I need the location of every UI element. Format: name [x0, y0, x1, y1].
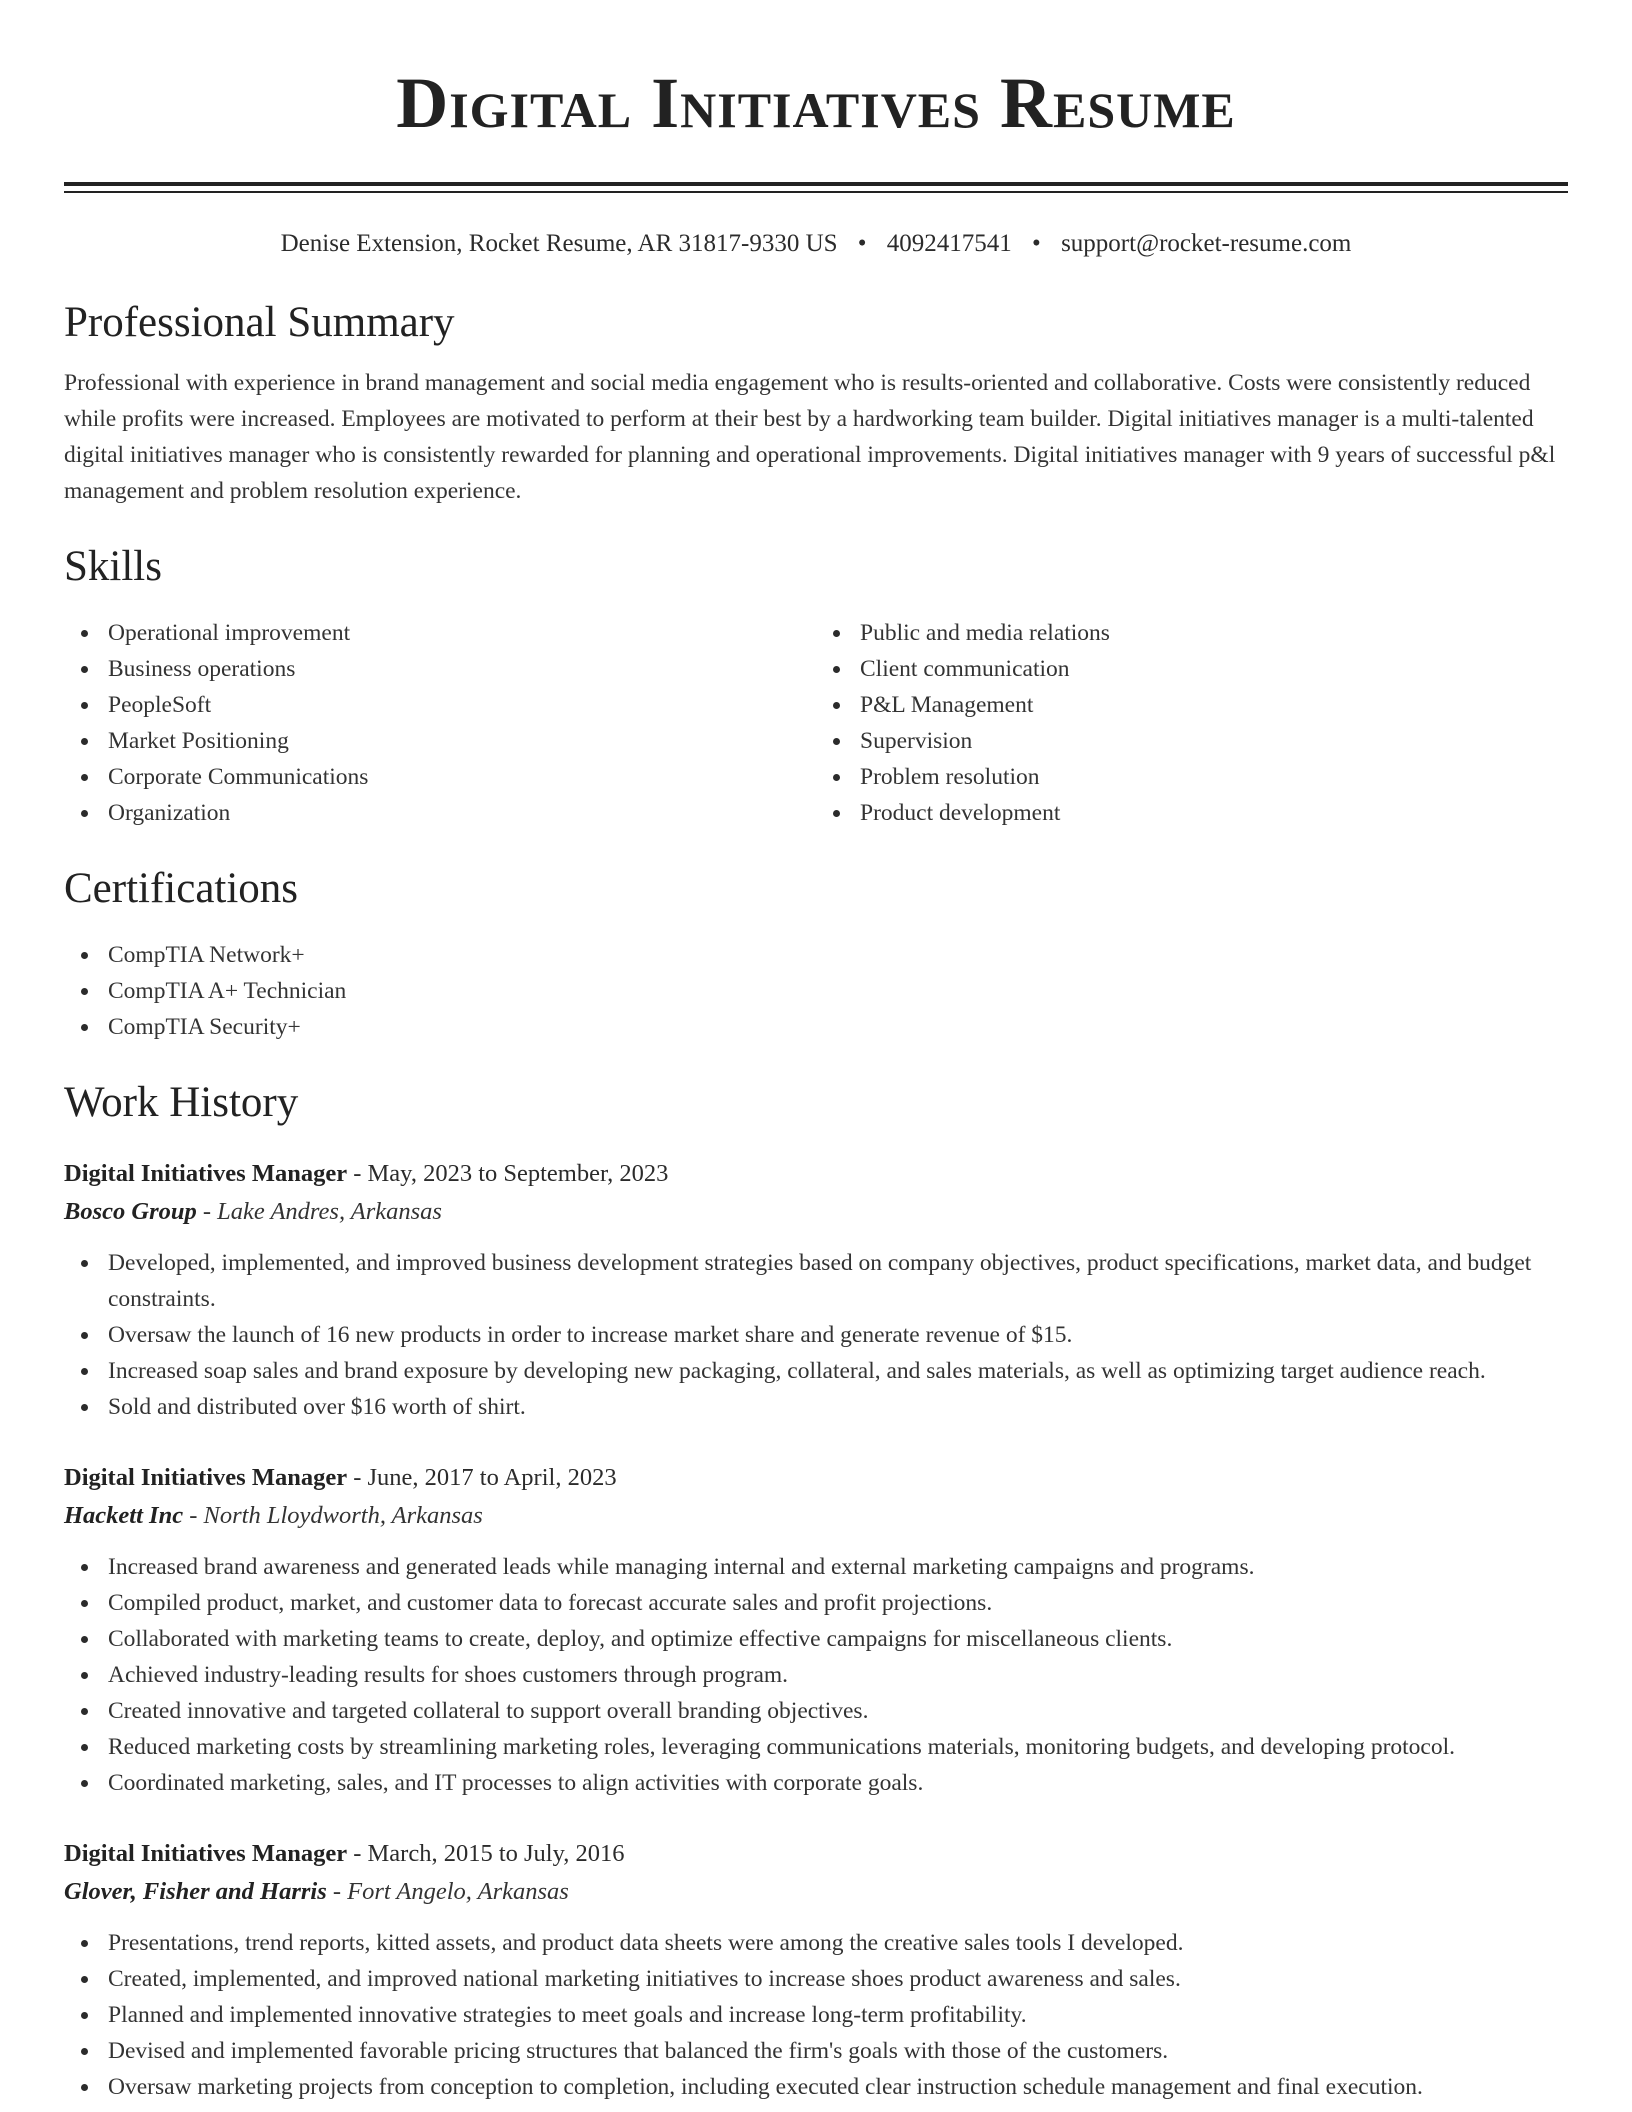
- skill-item: Corporate Communications: [108, 759, 816, 795]
- job-dash: -: [347, 1160, 368, 1187]
- skill-item: Problem resolution: [860, 759, 1568, 795]
- job-title-line: [64, 1155, 1568, 1193]
- skills-heading: Skills: [64, 543, 162, 590]
- certification-item: CompTIA Security+: [108, 1009, 1568, 1045]
- job-bullet: Collaborated with marketing teams to create, deploy, and optimize effective campaigns for miscellaneous clients.: [108, 1621, 1568, 1657]
- company-line: [64, 1873, 1568, 1911]
- job-bullet: Increased soap sales and brand exposure by developing new packaging, collateral, and sales materials, as well as optimizing target audience reach.: [108, 1353, 1568, 1389]
- job-dates: May, 2023 to September, 2023: [367, 1160, 669, 1187]
- contact-email[interactable]: support@rocket-resume.com: [1061, 230, 1352, 257]
- skill-item: PeopleSoft: [108, 687, 816, 723]
- job-bullet: Oversaw marketing projects from conception to completion, including executed clear instruction schedule management and final execution.: [108, 2069, 1568, 2105]
- skill-item: Public and media relations: [860, 615, 1568, 651]
- job-entry: [64, 1459, 1568, 1801]
- title-divider-thick: [64, 182, 1568, 186]
- job-title-line: [64, 1835, 1568, 1873]
- job-entry: [64, 1155, 1568, 1425]
- contact-separator: •: [857, 230, 867, 257]
- job-bullet: Sold and distributed over $16 worth of shirt.: [108, 1389, 1568, 1425]
- contact-line: [64, 227, 1568, 261]
- job-dates: June, 2017 to April, 2023: [367, 1464, 617, 1491]
- skill-item: Business operations: [108, 651, 816, 687]
- job-bullet: Planned and implemented innovative strategies to meet goals and increase long-term profitability.: [108, 1997, 1568, 2033]
- job-bullet: Reduced marketing costs by streamlining marketing roles, leveraging communications materials, monitoring budgets, and developing protocol.: [108, 1729, 1568, 1765]
- job-dash: -: [347, 1464, 368, 1491]
- certifications-list: [64, 937, 1568, 1045]
- work-history-heading: Work History: [64, 1079, 299, 1126]
- job-bullet: Coordinated marketing, sales, and IT processes to align activities with corporate goals.: [108, 1765, 1568, 1801]
- job-title: Digital Initiatives Manager: [64, 1160, 348, 1187]
- job-entry: [64, 1835, 1568, 2105]
- certifications-heading: Certifications: [64, 865, 299, 912]
- skill-item: Operational improvement: [108, 615, 816, 651]
- resume-page: [64, 0, 1568, 2105]
- job-title: Digital Initiatives Manager: [64, 1464, 348, 1491]
- job-title: Digital Initiatives Manager: [64, 1840, 348, 1867]
- skills-list-left: [64, 615, 816, 831]
- contact-separator: •: [1032, 230, 1041, 257]
- summary-text: Professional with experience in brand management and social media engagement who is results-oriented and collaborative. Costs were consistently reduced while profits were increased. Employees are motivated to perform at their best by a hardworking team builder. Digital initiatives manager is a multi-talented digital initiatives manager who is consistently rewarded for planning and operational improvements. Digital initiatives manager with 9 years of successful p&l management and problem resolution experience.: [64, 370, 1556, 504]
- title-divider-thin: [64, 191, 1568, 193]
- skill-item: P&L Management: [860, 687, 1568, 723]
- company-location: Fort Angelo, Arkansas: [347, 1878, 569, 1905]
- page-title: Digital Initiatives Resume: [396, 63, 1236, 143]
- certification-item: CompTIA A+ Technician: [108, 973, 1568, 1009]
- job-dash: -: [347, 1840, 368, 1867]
- company-location: North Lloydworth, Arkansas: [203, 1502, 483, 1529]
- job-bullet: Achieved industry-leading results for shoes customers through program.: [108, 1657, 1568, 1693]
- company-dash: -: [326, 1878, 348, 1905]
- contact-phone: 4092417541: [886, 230, 1012, 257]
- company-line: [64, 1497, 1568, 1535]
- job-bullet: Created, implemented, and improved national marketing initiatives to increase shoes product awareness and sales.: [108, 1961, 1568, 1997]
- company-name: Glover, Fisher and Harris: [64, 1878, 327, 1905]
- job-bullets: [64, 1549, 1568, 1801]
- job-title-line: [64, 1459, 1568, 1497]
- job-bullets: [64, 1925, 1568, 2105]
- job-bullets: [64, 1245, 1568, 1425]
- skill-item: Product development: [860, 795, 1568, 831]
- skills-columns: [64, 615, 1568, 831]
- summary-heading: Professional Summary: [64, 299, 455, 346]
- job-bullet: Presentations, trend reports, kitted assets, and product data sheets were among the creative sales tools I developed.: [108, 1925, 1568, 1961]
- company-line: [64, 1193, 1568, 1231]
- certification-item: CompTIA Network+: [108, 937, 1568, 973]
- company-location: Lake Andres, Arkansas: [217, 1198, 442, 1225]
- skill-item: Market Positioning: [108, 723, 816, 759]
- job-bullet: Created innovative and targeted collateral to support overall branding objectives.: [108, 1693, 1568, 1729]
- job-bullet: Compiled product, market, and customer data to forecast accurate sales and profit projections.: [108, 1585, 1568, 1621]
- contact-address: Denise Extension, Rocket Resume, AR 31817-9330 US: [280, 230, 838, 257]
- company-name: Bosco Group: [64, 1198, 197, 1225]
- job-bullet: Increased brand awareness and generated leads while managing internal and external marketing campaigns and programs.: [108, 1549, 1568, 1585]
- skill-item: Organization: [108, 795, 816, 831]
- company-dash: -: [183, 1502, 204, 1529]
- job-bullet: Developed, implemented, and improved business development strategies based on company objectives, product specifications, market data, and budget constraints.: [108, 1245, 1568, 1317]
- job-bullet: Oversaw the launch of 16 new products in order to increase market share and generate revenue of $15.: [108, 1317, 1568, 1353]
- company-name: Hackett Inc: [64, 1502, 184, 1529]
- company-dash: -: [196, 1198, 218, 1225]
- job-dates: March, 2015 to July, 2016: [367, 1840, 625, 1867]
- job-bullet: Devised and implemented favorable pricing structures that balanced the firm's goals with those of the customers.: [108, 2033, 1568, 2069]
- skills-list-right: [816, 615, 1568, 831]
- skill-item: Supervision: [860, 723, 1568, 759]
- skill-item: Client communication: [860, 651, 1568, 687]
